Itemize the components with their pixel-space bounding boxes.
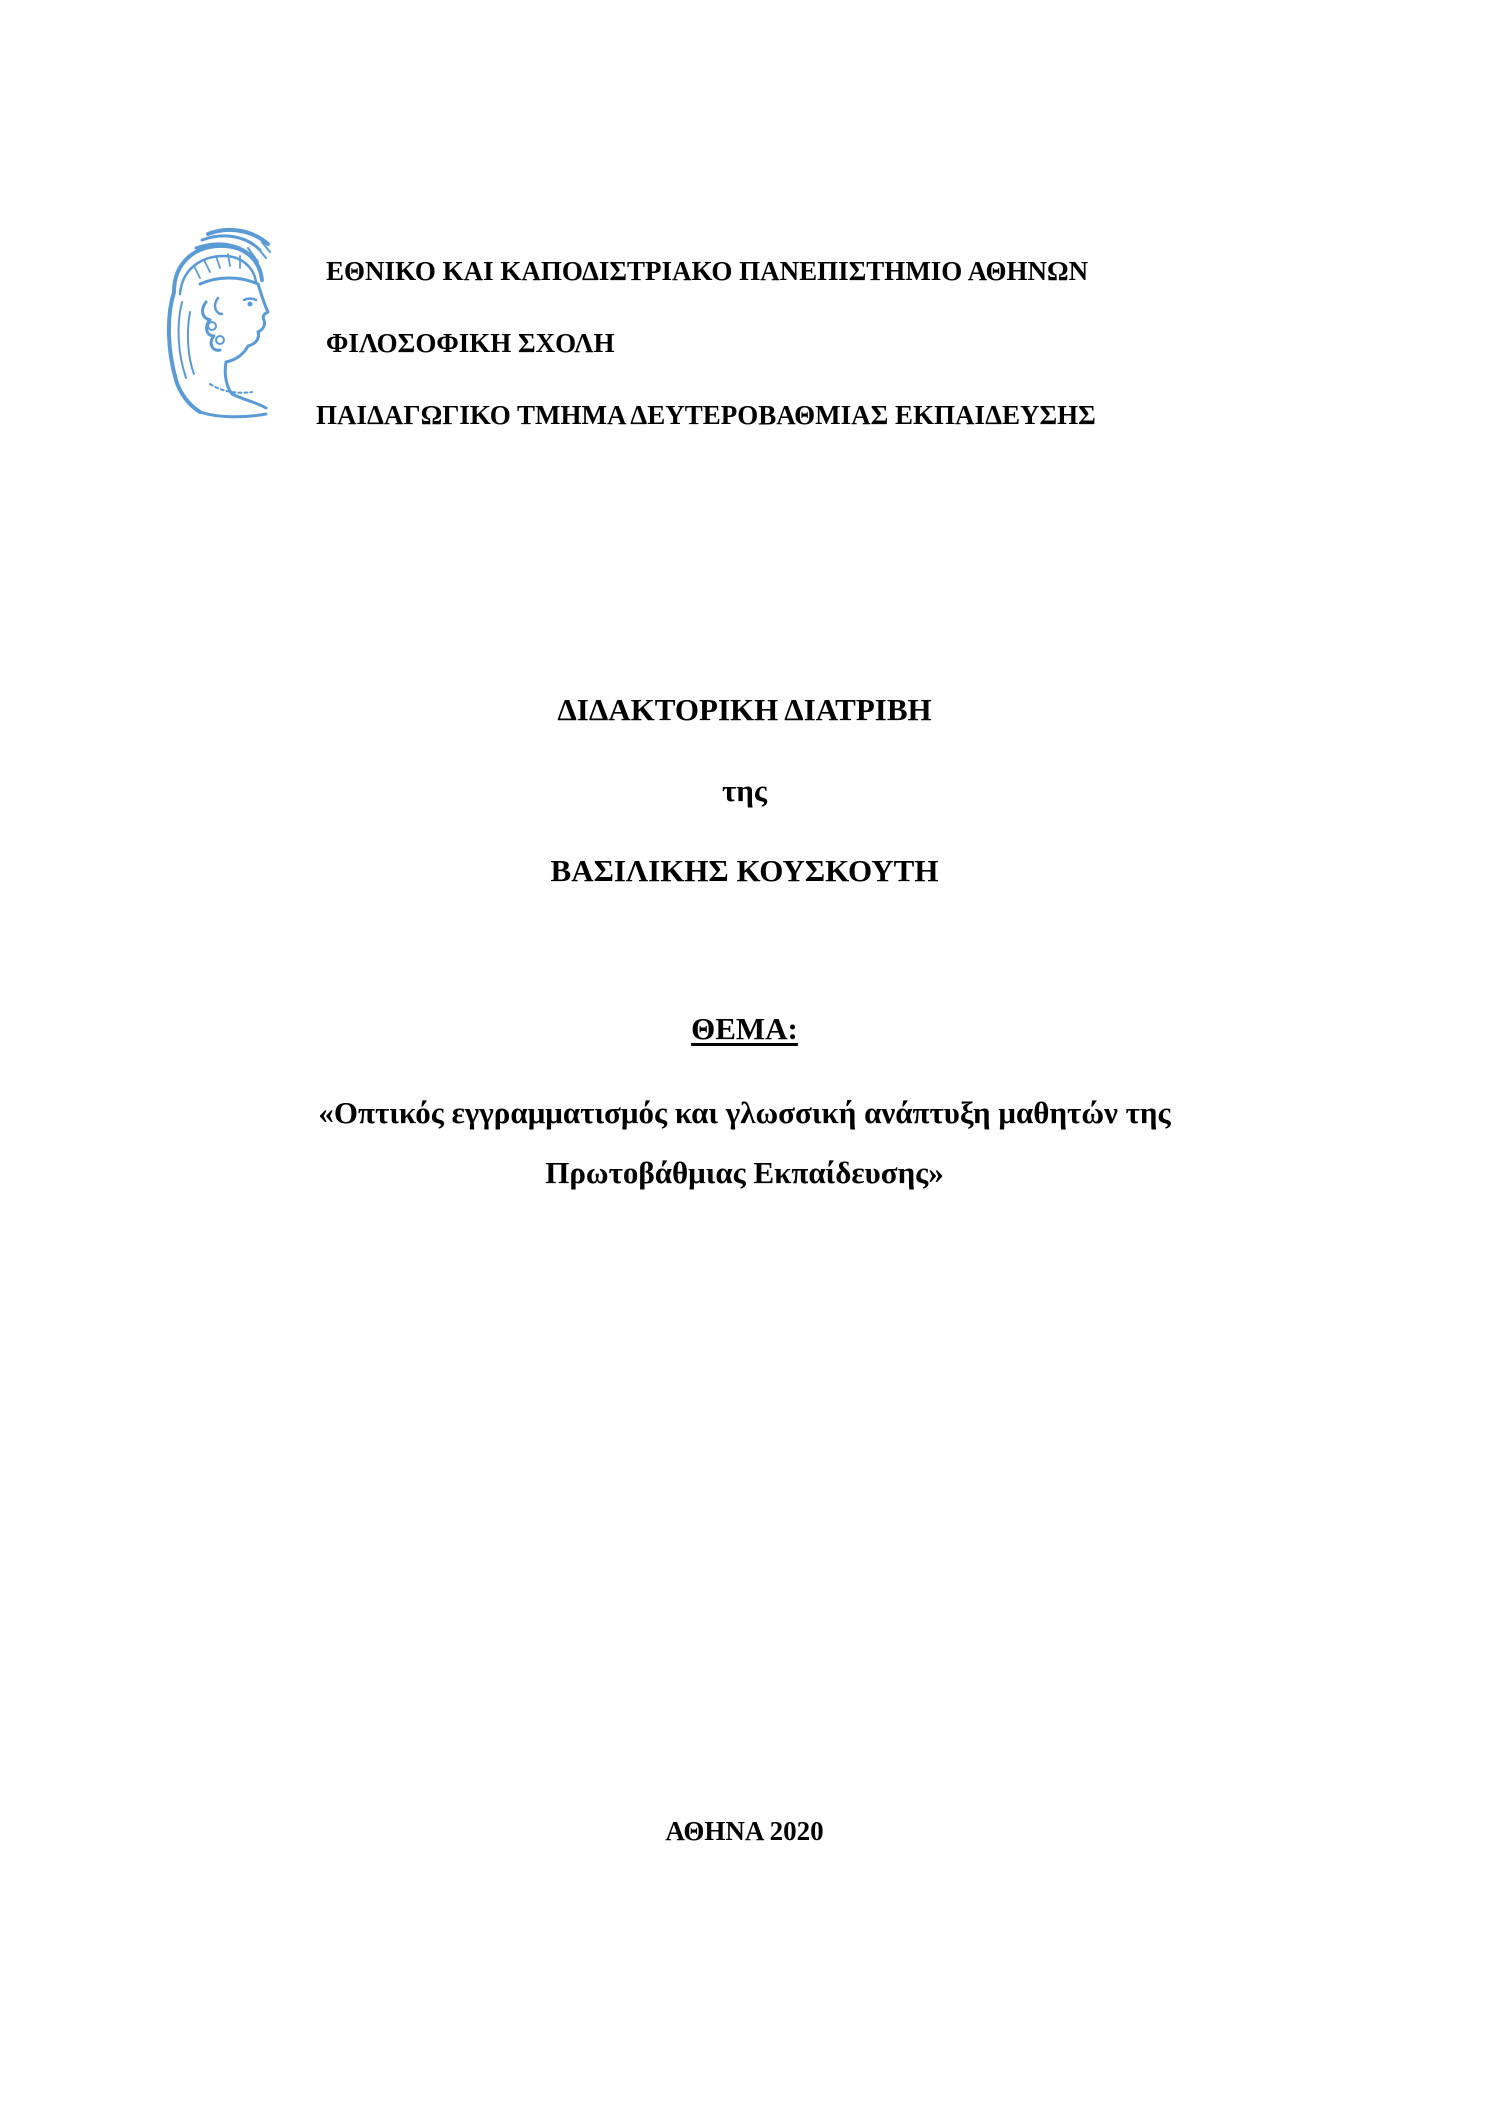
document-type: ΔΙΔΑΚΤΟΡΙΚΗ ΔΙΑΤΡΙΒΗ [557,692,932,727]
author-name: ΒΑΣΙΛΙΚΗΣ ΚΟΥΣΚΟΥΤΗ [550,853,939,888]
place-and-year: ΑΘΗΝΑ 2020 [665,1816,824,1846]
author-preposition: της [722,773,767,808]
department-name: ΠΑΙΔΑΓΩΓΙΚΟ ΤΜΗΜΑ ΔΕΥΤΕΡΟΒΑΘΜΙΑΣ ΕΚΠΑΙΔΕΥΣΗΣ [316,400,1096,430]
school-name: ΦΙΛΟΣΟΦΙΚΗ ΣΧΟΛΗ [326,328,615,358]
university-name: ΕΘΝΙΚΟ ΚΑΙ ΚΑΠΟΔΙΣΤΡΙΑΚΟ ΠΑΝΕΠΙΣΤΗΜΙΟ ΑΘΗΝΩΝ [326,256,1089,286]
athena-head-logo-icon [140,222,285,422]
topic-label: ΘΕΜΑ: [691,1011,798,1046]
thesis-title-line-1: «Οπτικός εγγραμματισμός και γλωσσική ανάπτυξη μαθητών της [318,1095,1171,1130]
thesis-title-line-2: Πρωτοβάθμιας Εκπαίδευσης» [545,1155,944,1190]
